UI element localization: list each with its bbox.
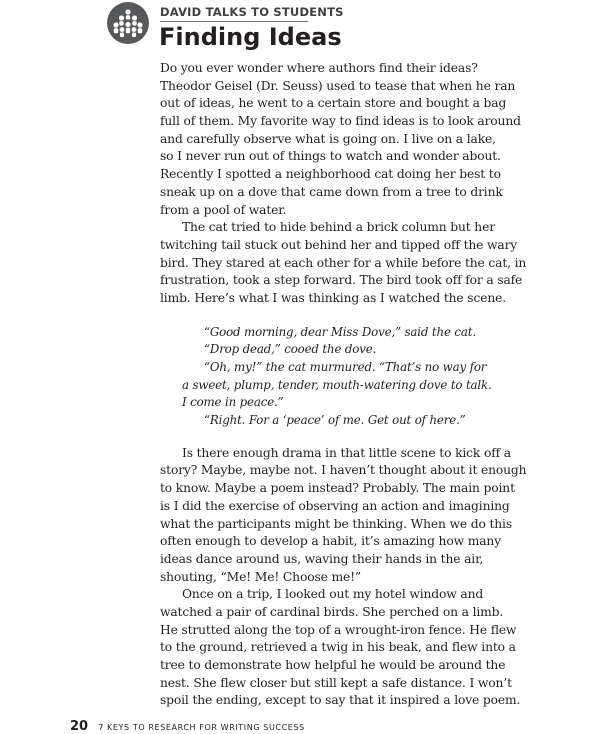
text-line: shouting, “Me! Me! Choose me!”: [160, 569, 362, 584]
text-line: Once on a trip, I looked out my hotel window and: [182, 587, 484, 602]
text-line: ideas dance around us, waving their hands in the air,: [160, 551, 484, 566]
paragraph-4: [160, 586, 540, 710]
page-footer: [70, 715, 305, 734]
dialogue-line: “Right. For a ‘peace’ of me. Get out of here.”: [204, 413, 466, 428]
text-line: Recently I spotted a neighborhood cat doing her best to: [160, 167, 501, 182]
text-line: frustration, took a step forward. The bird took off for a safe: [160, 273, 523, 288]
text-line: is I did the exercise of observing an action and imagining: [160, 498, 510, 513]
dialogue-line: I come in peace.”: [182, 395, 284, 410]
section-kicker: DAVID TALKS TO STUDENTS: [160, 5, 344, 19]
text-line: sneak up on a dove that came down from a tree to drink: [160, 184, 503, 199]
paragraph-1: [160, 60, 540, 219]
text-line: twitching tail stuck out behind her and tipped off the wary: [160, 237, 518, 252]
text-line: so I never run out of things to watch and wonder about.: [160, 149, 501, 164]
dialogue-line: a sweet, plump, tender, mouth-watering dove to talk.: [182, 377, 492, 392]
book-title: 7 KEYS TO RESEARCH FOR WRITING SUCCESS: [98, 723, 305, 732]
text-line: tree to demonstrate how helpful he would be around the: [160, 658, 506, 672]
dialogue-line: “Drop dead,” cooed the dove.: [204, 342, 377, 357]
text-line: The cat tried to hide behind a brick column but her: [182, 220, 495, 235]
dialogue-line: “Good morning, dear Miss Dove,” said the cat.: [204, 324, 476, 339]
people-group-icon: [107, 2, 149, 44]
people-group-glyph: [107, 2, 149, 44]
text-line: often enough to develop a habit, it’s amazing how many: [160, 534, 501, 549]
text-line: out of ideas, he went to a certain store and bought a bag: [160, 96, 507, 111]
text-line: Is there enough drama in that little scene to kick off a: [182, 445, 511, 460]
text-line: from a pool of water.: [160, 202, 287, 217]
kicker-rule: [160, 21, 308, 22]
text-line: Theodor Geisel (Dr. Seuss) used to tease that when he ran: [160, 78, 516, 93]
text-line: to know. Maybe a poem instead? Probably. The main point: [160, 481, 515, 496]
text-line: Do you ever wonder where authors find their ideas?: [160, 61, 478, 75]
page-number: 20: [70, 719, 89, 734]
text-line: limb. Here’s what I was thinking as I watched the scene.: [160, 290, 506, 305]
article-body: [160, 60, 540, 710]
paragraph-2: [160, 219, 540, 307]
paragraph-3: [160, 445, 540, 587]
text-line: to the ground, retrieved a twig in his beak, and flew into a: [160, 640, 516, 655]
text-line: He strutted along the top of a wrought-iron fence. He flew: [160, 622, 517, 637]
text-line: bird. They stared at each other for a while before the cat, in: [160, 255, 527, 270]
text-line: story? Maybe, maybe not. I haven’t thought about it enough: [160, 463, 527, 478]
text-line: nest. She flew closer but still kept a safe distance. I won’t: [160, 675, 512, 690]
text-line: watched a pair of cardinal birds. She perched on a limb.: [160, 604, 504, 619]
text-line: and carefully observe what is going on. I live on a lake,: [160, 131, 496, 146]
text-line: spoil the ending, except to say that it inspired a love poem.: [160, 693, 521, 708]
page-title: Finding Ideas: [159, 23, 342, 51]
text-line: what the participants might be thinking. When we do this: [160, 516, 512, 531]
dialogue-block: [160, 324, 540, 430]
text-line: full of them. My favorite way to find ideas is to look around: [160, 114, 521, 129]
dialogue-line: “Oh, my!” the cat murmured. “That’s no way for: [204, 360, 487, 374]
